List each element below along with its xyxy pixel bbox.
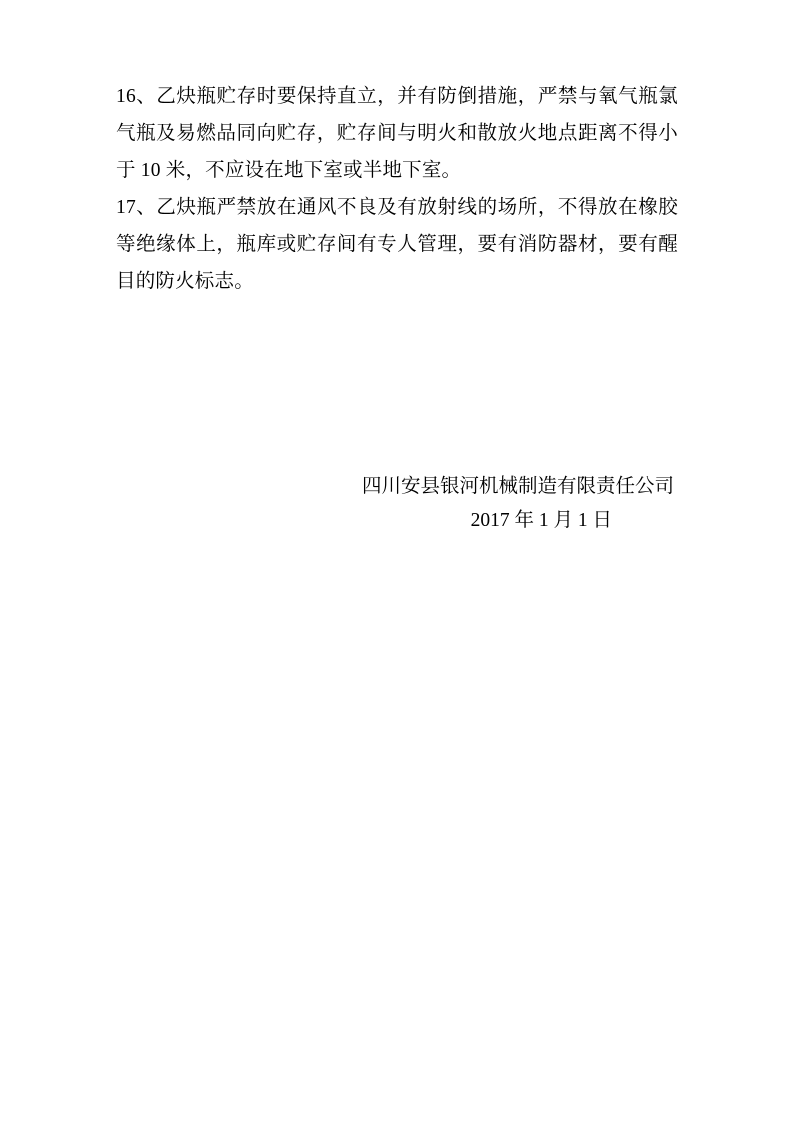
document-body [116,78,678,300]
signature-block [116,470,678,538]
signature-date: 2017 年 1 月 1 日 [470,510,612,531]
paragraph-16: 16、乙炔瓶贮存时要保持直立，并有防倒措施，严禁与氧气瓶氯气瓶及易燃品同向贮存，贮存间与明火和散放火地点距离不得小于 10 米，不应设在地下室或半地下室。 [116,86,678,181]
signature-company: 四川安县银河机械制造有限责任公司 [361,476,674,497]
paragraph-17: 17、乙炔瓶严禁放在通风不良及有放射线的场所，不得放在橡胶等绝缘体上，瓶库或贮存间有专人管理，要有消防器材，要有醒目的防火标志。 [116,197,678,292]
